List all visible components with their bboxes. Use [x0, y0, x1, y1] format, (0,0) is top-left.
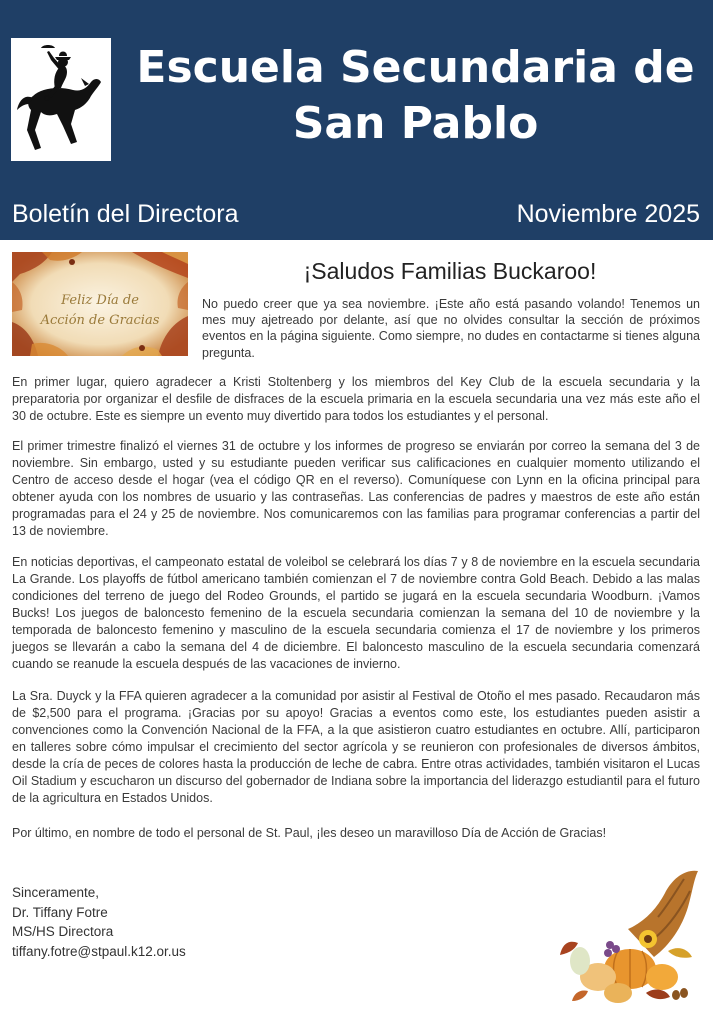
school-title-line2: San Pablo [292, 98, 539, 149]
banner-caption-line1: Feliz Día de [61, 293, 139, 308]
signoff-email[interactable]: tiffany.fotre@stpaul.k12.or.us [12, 943, 186, 959]
cornucopia-icon [558, 865, 706, 1007]
signature-block [12, 883, 186, 961]
signoff-name: Dr. Tiffany Fotre [12, 904, 108, 920]
bucking-horse-rider-logo-icon [11, 38, 111, 161]
school-title [128, 40, 703, 152]
newsletter-header [0, 0, 713, 240]
greeting-heading: ¡Saludos Familias Buckaroo! [303, 258, 597, 284]
newsletter-date: Noviembre 2025 [516, 200, 700, 228]
banner-caption-line2: Acción de Gracias [40, 313, 160, 328]
newsletter-subtitle: Boletín del Directora [12, 200, 239, 228]
signoff-title: MS/HS Directora [12, 924, 114, 939]
intro-paragraph: No puedo creer que ya sea noviembre. ¡Este año está pasando volando! Tenemos un mes muy ajetreado por delante, así que no olvides consultar la sección de próximos eventos en la página siguiente. Como siempre, no dudes en contactarme si tienes alguna pregunta. [202, 297, 700, 360]
paragraph-closing: Por último, en nombre de todo el personal de St. Paul, ¡les deseo un maravilloso Día de Acción de Gracias! [12, 826, 607, 840]
paragraph-sports: En noticias deportivas, el campeonato estatal de voleibol se celebrará los días 7 y 8 de noviembre en la escuela secundaria La Grande. Los playoffs de fútbol americano también comienzan el 7 de noviembre contra Gold Beach. Debido a las malas condiciones del terreno de juego del Rodeo Grounds, el partido se jugará en la escuela secundaria Woodburn. ¡Vamos Bucks! Los juegos de baloncesto femenino de la escuela secundaria comienzan la semana del 10 de noviembre y la temporada de baloncesto femenino y masculino de la escuela secundaria comienza el 17 de noviembre y los primeros juegos se llevarán a cabo la semana del 4 de diciembre. El baloncesto masculino de la escuela secundaria comenzará cuando se reanude la escuela después de las vacaciones de invierno. [12, 555, 700, 671]
paragraph-ffa: La Sra. Duyck y la FFA quieren agradecer a la comunidad por asistir al Festival de Otoño el mes pasado. Recaudaron más de $2,500 para el programa. ¡Gracias por su apoyo! Gracias a eventos como este, los estudiantes pueden asistir a convenciones como la Convención Nacional de la FFA, a la que asistieron cuatro estudiantes en octubre. Allí, participaron en talleres sobre cómo impulsar el crecimiento del sector agrícola y se reunieron con profesionales de diversos ámbitos, desde la cría de peces de colores hasta la producción de leche de cabra. Entre otras actividades, también visitaron el Lucas Oil Stadium y escucharon un discurso del gobernador de Indiana sobre la importancia del liderazgo estudiantil para el futuro de la agricultura en Estados Unidos. [12, 689, 700, 805]
signoff-closing: Sinceramente, [12, 885, 100, 900]
thanksgiving-banner-image [12, 252, 188, 356]
paragraph-grades: El primer trimestre finalizó el viernes 31 de octubre y los informes de progreso se enviarán por correo la semana del 3 de noviembre. Sin embargo, usted y su estudiante pueden verificar sus calificaciones en cualquier momento utilizando el Centro de acceso desde el hogar (vea el código QR en el reverso). Comuníquese con Lynn en la oficina principal para obtener ayuda con los nombres de usuario y las contraseñas. Las conferencias de padres y maestros de este año están programadas para el 24 y 25 de noviembre. Nos comunicaremos con las familias para programar conferencias a partir del 13 de noviembre. [12, 439, 700, 538]
school-title-line1: Escuela Secundaria de [136, 42, 695, 93]
paragraph-key-club: En primer lugar, quiero agradecer a Kristi Stoltenberg y los miembros del Key Club de la escuela secundaria y la preparatoria por organizar el desfile de disfraces de la escuela primaria en la escuela secundaria una vez más este año el 30 de octubre. Este es siempre un evento muy divertido para todos los estudiantes y el personal. [12, 375, 700, 423]
